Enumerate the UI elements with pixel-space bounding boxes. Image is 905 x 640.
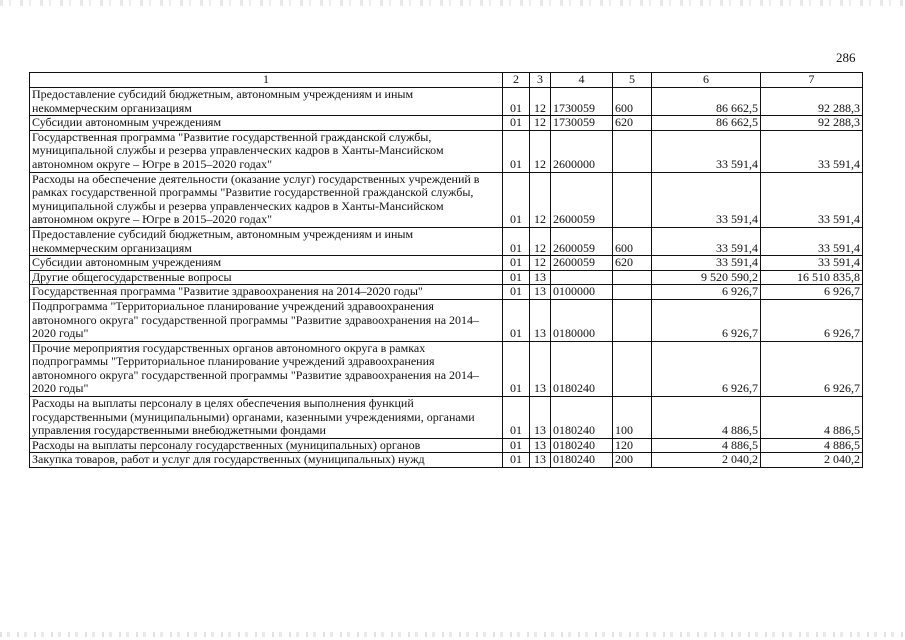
cell-subsection: 12 xyxy=(530,116,551,131)
cell-amount-col7: 16 510 835,8 xyxy=(761,270,863,285)
cell-amount-col6: 33 591,4 xyxy=(652,256,761,271)
cell-amount-col7: 33 591,4 xyxy=(761,227,863,255)
cell-section: 01 xyxy=(503,285,530,300)
cell-amount-col7: 92 288,3 xyxy=(761,116,863,131)
cell-target-article: 0180240 xyxy=(551,341,613,396)
cell-expense-type xyxy=(613,341,652,396)
cell-subsection: 13 xyxy=(530,341,551,396)
cell-section: 01 xyxy=(503,453,530,468)
cell-target-article xyxy=(551,270,613,285)
cell-amount-col6: 86 662,5 xyxy=(652,88,761,116)
cell-subsection: 13 xyxy=(530,397,551,439)
cell-subsection: 13 xyxy=(530,270,551,285)
cell-expense-type xyxy=(613,285,652,300)
cell-target-article: 0180240 xyxy=(551,438,613,453)
cell-name: Предоставление субсидий бюджетным, автономным учреждениям и иным некоммерческим организациям xyxy=(30,227,503,255)
cell-amount-col6: 2 040,2 xyxy=(652,453,761,468)
cell-subsection: 13 xyxy=(530,453,551,468)
table-row xyxy=(30,397,863,439)
cell-target-article: 0100000 xyxy=(551,285,613,300)
table-body xyxy=(30,88,863,468)
cell-expense-type: 620 xyxy=(613,116,652,131)
cell-expense-type: 600 xyxy=(613,88,652,116)
column-header-5: 5 xyxy=(613,73,652,88)
cell-section: 01 xyxy=(503,341,530,396)
cell-section: 01 xyxy=(503,172,530,227)
cell-target-article: 2600059 xyxy=(551,172,613,227)
cell-expense-type: 620 xyxy=(613,256,652,271)
cell-amount-col7: 4 886,5 xyxy=(761,438,863,453)
cell-expense-type: 100 xyxy=(613,397,652,439)
cell-target-article: 0180240 xyxy=(551,453,613,468)
cell-subsection: 13 xyxy=(530,285,551,300)
cell-section: 01 xyxy=(503,130,530,172)
table-row xyxy=(30,172,863,227)
cell-subsection: 13 xyxy=(530,438,551,453)
cell-name: Закупка товаров, работ и услуг для государственных (муниципальных) нужд xyxy=(30,453,503,468)
cell-amount-col6: 6 926,7 xyxy=(652,285,761,300)
cell-subsection: 12 xyxy=(530,172,551,227)
table-row xyxy=(30,453,863,468)
cell-expense-type xyxy=(613,299,652,341)
cell-amount-col6: 6 926,7 xyxy=(652,299,761,341)
cell-amount-col7: 4 886,5 xyxy=(761,397,863,439)
table-row xyxy=(30,227,863,255)
cell-expense-type: 200 xyxy=(613,453,652,468)
cell-amount-col6: 4 886,5 xyxy=(652,397,761,439)
cell-amount-col6: 86 662,5 xyxy=(652,116,761,131)
cell-section: 01 xyxy=(503,270,530,285)
table-row xyxy=(30,270,863,285)
cell-subsection: 12 xyxy=(530,130,551,172)
column-header-3: 3 xyxy=(530,73,551,88)
cell-expense-type: 600 xyxy=(613,227,652,255)
cell-amount-col7: 92 288,3 xyxy=(761,88,863,116)
column-header-7: 7 xyxy=(761,73,863,88)
cell-expense-type xyxy=(613,270,652,285)
cell-amount-col7: 33 591,4 xyxy=(761,172,863,227)
cell-section: 01 xyxy=(503,438,530,453)
cell-name: Предоставление субсидий бюджетным, автономным учреждениям и иным некоммерческим организациям xyxy=(30,88,503,116)
cell-expense-type xyxy=(613,130,652,172)
cell-subsection: 13 xyxy=(530,299,551,341)
cell-amount-col7: 6 926,7 xyxy=(761,285,863,300)
cell-name: Расходы на обеспечение деятельности (оказание услуг) государственных учреждений в рамках государственной программы "Развитие государственной гражданской службы, муниципальной службы и резерва управленческих кадров в Ханты-Мансийском автономном округе – Югре в 2015–2020 годах" xyxy=(30,172,503,227)
cell-subsection: 12 xyxy=(530,227,551,255)
table-row xyxy=(30,130,863,172)
table-header xyxy=(30,73,863,88)
cell-name: Расходы на выплаты персоналу в целях обеспечения выполнения функций государственными (муниципальными) органами, казенными учреждениями, органами управления государственными внебюджетными фондами xyxy=(30,397,503,439)
cell-target-article: 2600000 xyxy=(551,130,613,172)
cell-amount-col7: 33 591,4 xyxy=(761,256,863,271)
table-row xyxy=(30,341,863,396)
column-header-2: 2 xyxy=(503,73,530,88)
cell-expense-type xyxy=(613,172,652,227)
cell-expense-type: 120 xyxy=(613,438,652,453)
cell-name: Другие общегосударственные вопросы xyxy=(30,270,503,285)
table-row xyxy=(30,299,863,341)
cell-amount-col6: 33 591,4 xyxy=(652,172,761,227)
cell-amount-col7: 2 040,2 xyxy=(761,453,863,468)
cell-name: Субсидии автономным учреждениям xyxy=(30,256,503,271)
cell-section: 01 xyxy=(503,397,530,439)
cell-name: Подпрограмма "Территориальное планирование учреждений здравоохранения автономного округа" государственной программы "Развитие здравоохранения на 2014–2020 годы" xyxy=(30,299,503,341)
cell-subsection: 12 xyxy=(530,256,551,271)
cell-amount-col7: 33 591,4 xyxy=(761,130,863,172)
cell-name: Субсидии автономным учреждениям xyxy=(30,116,503,131)
cell-name: Государственная программа "Развитие здравоохранения на 2014–2020 годы" xyxy=(30,285,503,300)
table-row xyxy=(30,285,863,300)
cell-name: Прочие мероприятия государственных органов автономного округа в рамках подпрограммы "Территориальное планирование учреждений здравоохранения автономного округа" государственной программы "Развитие здравоохранения на 2014–2020 годы" xyxy=(30,341,503,396)
cell-target-article: 1730059 xyxy=(551,88,613,116)
scan-edge-top xyxy=(0,0,905,6)
cell-amount-col6: 9 520 590,2 xyxy=(652,270,761,285)
cell-amount-col6: 33 591,4 xyxy=(652,227,761,255)
cell-subsection: 12 xyxy=(530,88,551,116)
column-header-1: 1 xyxy=(30,73,503,88)
cell-section: 01 xyxy=(503,299,530,341)
table-row xyxy=(30,438,863,453)
table-row xyxy=(30,88,863,116)
cell-target-article: 1730059 xyxy=(551,116,613,131)
cell-target-article: 0180000 xyxy=(551,299,613,341)
cell-target-article: 0180240 xyxy=(551,397,613,439)
cell-section: 01 xyxy=(503,116,530,131)
cell-name: Расходы на выплаты персоналу государственных (муниципальных) органов xyxy=(30,438,503,453)
cell-amount-col6: 33 591,4 xyxy=(652,130,761,172)
table-row xyxy=(30,256,863,271)
cell-section: 01 xyxy=(503,256,530,271)
cell-target-article: 2600059 xyxy=(551,227,613,255)
cell-section: 01 xyxy=(503,227,530,255)
cell-target-article: 2600059 xyxy=(551,256,613,271)
scan-edge-bottom xyxy=(0,632,905,637)
table-row xyxy=(30,116,863,131)
cell-amount-col6: 6 926,7 xyxy=(652,341,761,396)
cell-section: 01 xyxy=(503,88,530,116)
cell-amount-col7: 6 926,7 xyxy=(761,299,863,341)
cell-amount-col7: 6 926,7 xyxy=(761,341,863,396)
column-header-6: 6 xyxy=(652,73,761,88)
column-header-4: 4 xyxy=(551,73,613,88)
cell-name: Государственная программа "Развитие государственной гражданской службы, муниципальной службы и резерва управленческих кадров в Ханты-Мансийском автономном округе – Югре в 2015–2020 годах" xyxy=(30,130,503,172)
cell-amount-col6: 4 886,5 xyxy=(652,438,761,453)
page-number: 286 xyxy=(836,50,856,65)
column-number-row xyxy=(30,73,863,88)
budget-table xyxy=(29,72,863,468)
